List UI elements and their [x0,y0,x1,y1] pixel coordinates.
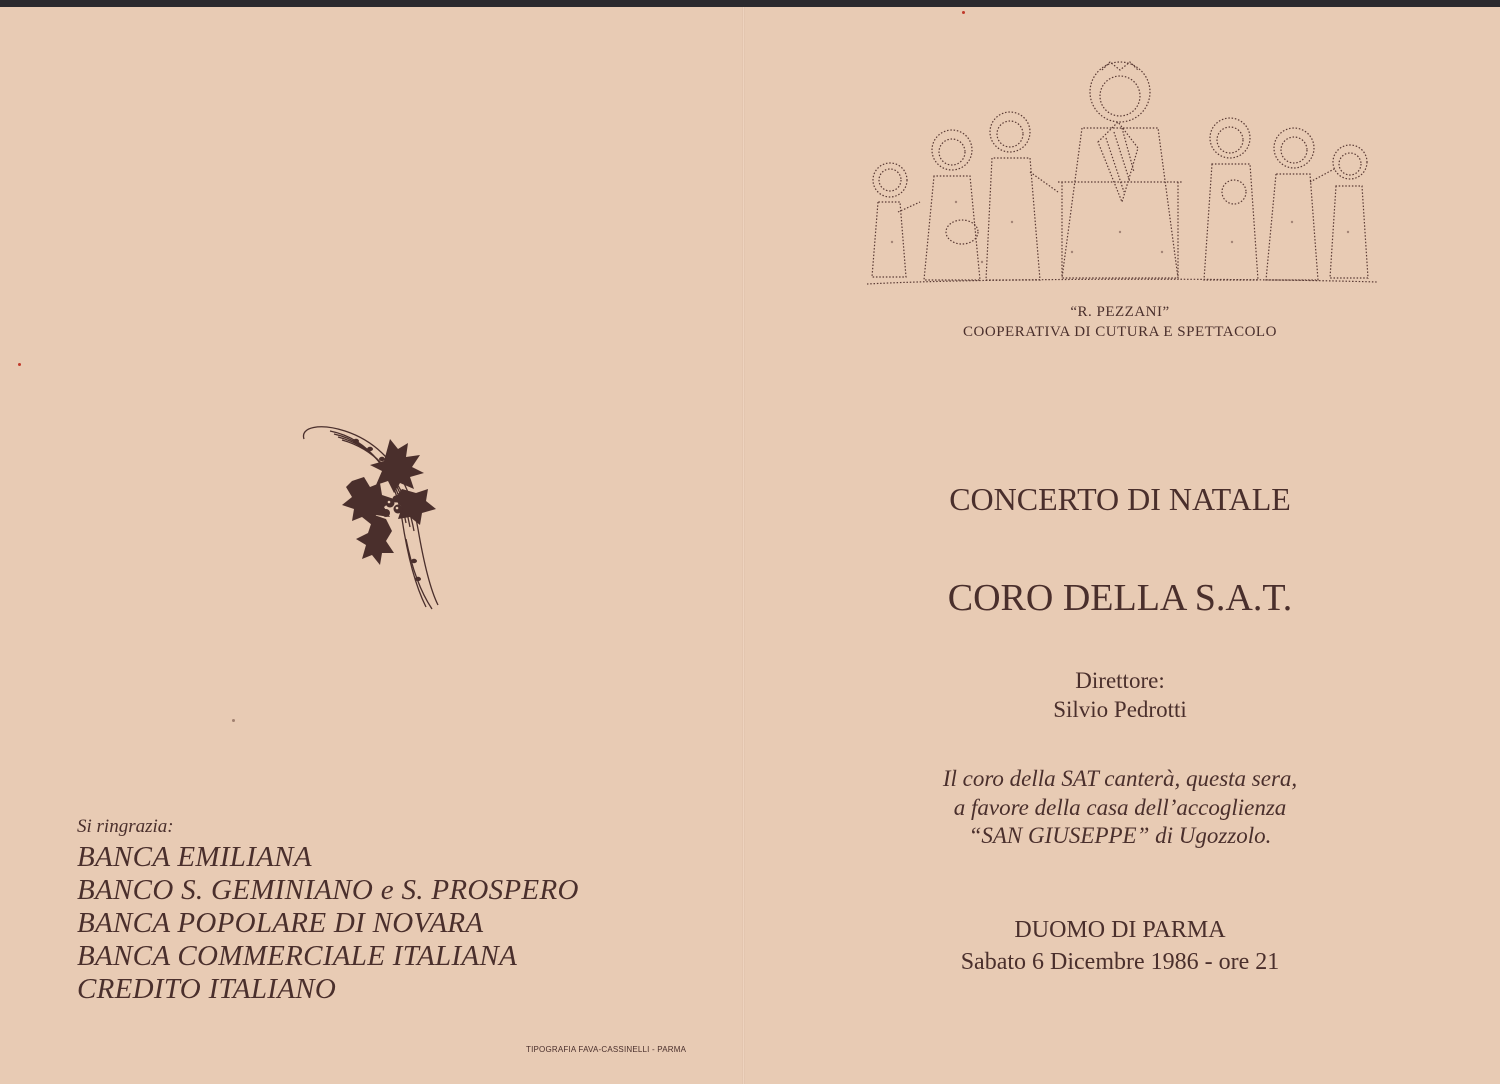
organization-name: “R. PEZZANI” [1070,304,1170,320]
event-title: CONCERTO DI NATALE [949,481,1291,517]
paper-speck [18,363,21,366]
program-sheet [0,7,1500,1084]
benefit-note-line: Il coro della SAT canterà, questa sera, [942,766,1298,791]
director-label: Direttore: [1075,668,1165,693]
benefit-note-line: “SAN GIUSEPPE” di Ugozzolo. [968,823,1272,848]
sponsor-banca-commerciale: BANCA COMMERCIALE ITALIANA [77,940,518,972]
sponsor-banca-emiliana: BANCA EMILIANA [77,841,312,873]
venue: DUOMO DI PARMA [1014,917,1226,943]
event-date: Sabato 6 Dicembre 1986 - ore 21 [960,949,1280,975]
paper-speck [232,719,235,722]
sponsor-credito-italiano: CREDITO ITALIANO [77,973,337,1005]
sponsor-banca-popolare-novara: BANCA POPOLARE DI NOVARA [77,907,484,939]
center-fold [742,7,745,1084]
printer-credit: TIPOGRAFIA FAVA-CASSINELLI - PARMA [526,1045,687,1054]
thanks-label: Si ringrazia: [77,816,174,837]
paper-speck [962,11,965,14]
medieval-musicians-relief-icon [862,52,1382,302]
sponsors-block [77,815,737,1006]
choir-name: CORO DELLA S.A.T. [947,577,1293,619]
benefit-note-line: a favore della casa dell’accoglienza [953,795,1287,820]
director-name: Silvio Pedrotti [1053,697,1187,722]
organization-subtitle: COOPERATIVA DI CUTURA E SPETTACOLO [963,324,1277,340]
sponsor-banco-s-geminiano: BANCO S. GEMINIANO e S. PROSPERO [77,874,579,906]
holly-music-staff-icon [290,419,460,614]
